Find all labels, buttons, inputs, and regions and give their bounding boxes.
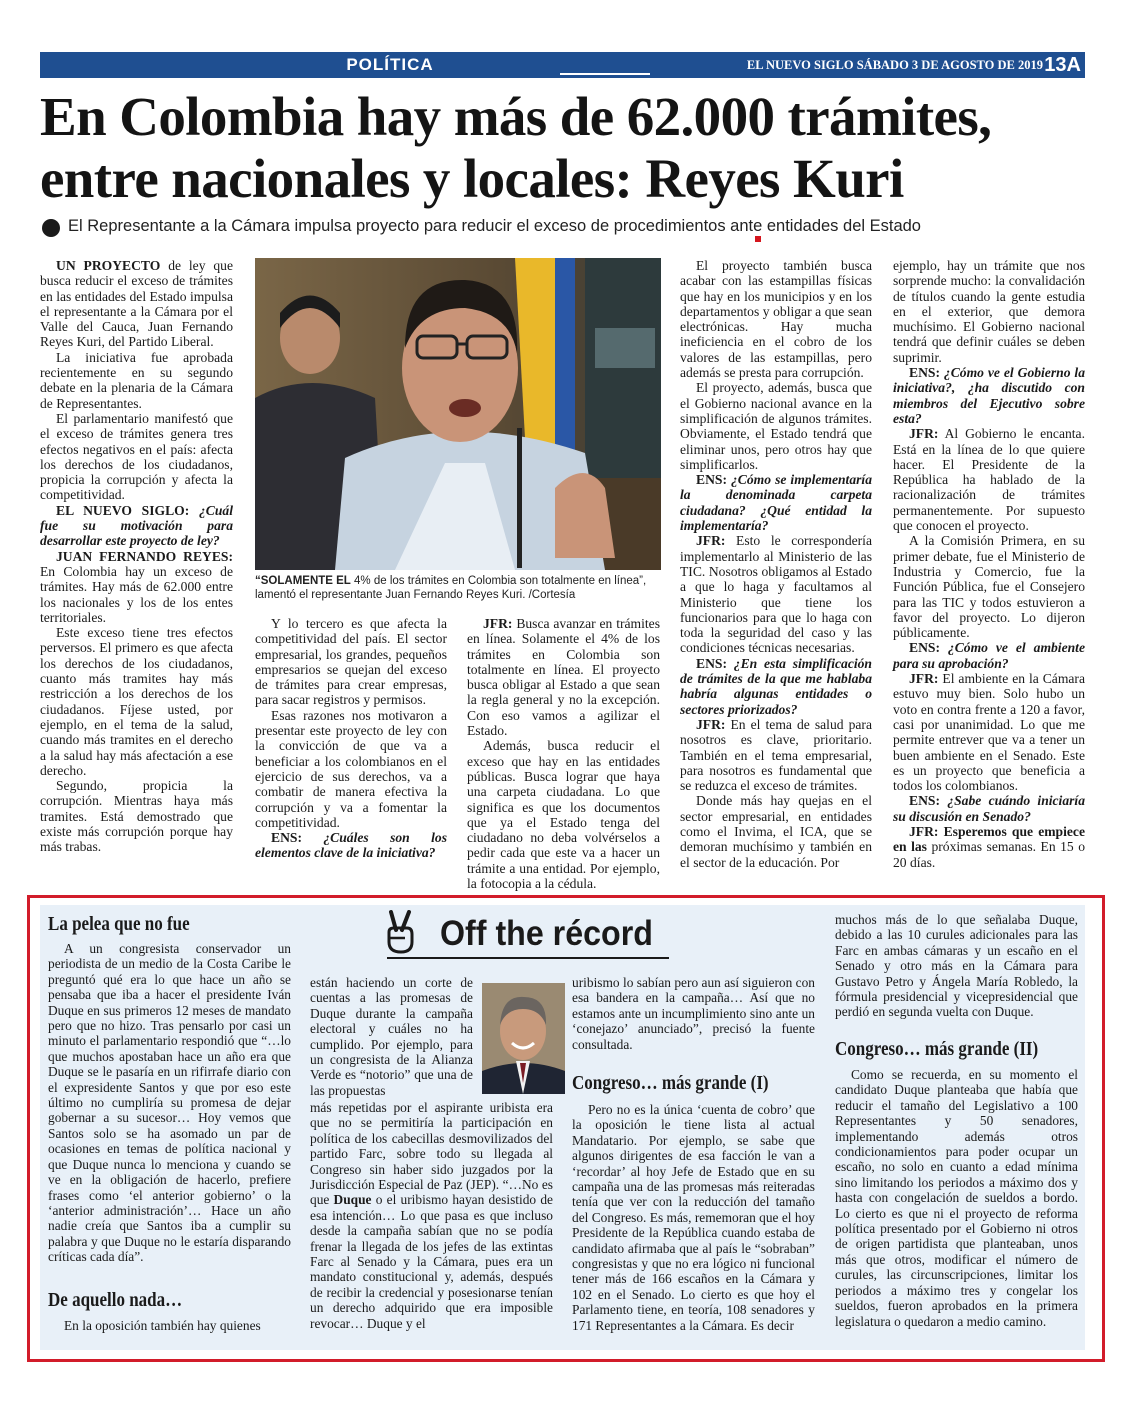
masthead-date xyxy=(747,52,1043,78)
subheadline: El Representante a la Cámara impulsa proyecto para reducir el exceso de procedimientos ante entidades del Estado xyxy=(68,217,921,235)
page-number: 13A xyxy=(1044,54,1081,76)
otr-column-2: más repetidas por el aspirante uribista era que no se permitiría la participación en política de los cabecillas desmovilizados del partido Farc, sobre todo su llegada al Congreso sin haber sido juzgados por la Jurisdicción Especial de Paz (JEP). “…No es que Duque o el uribismo hayan desistido de esa intención… Lo que pasa es que incluso desde la campaña sabían que no se podía frenar la llegada de los jefes de las extintas Farc al Senado y la Cámara, pues era un mandato constitucional y, además, después de recibir la credencial y posesionarse tenían un derecho adquirido que era imposible revocar… Duque y el xyxy=(310,1100,553,1331)
speaker-photo-illustration xyxy=(255,258,661,570)
article-column-5: ejemplo, hay un trámite que nos sorprende mucho: la convalidación de títulos cuando la gente estudia en el exterior, que demora muchísimo. El Gobierno nacional tendrá que definir cuáles se deben suprimir. ENS: ¿Cómo ve el Gobierno la iniciativa?, ¿ha discutido con miembros del Ejecutivo sobre esta? JFR: Al Gobierno le encanta. Está en la línea de lo que quiere hacer. El Presidente de la República ha hablado de la racionalización de trámites permanentemente. Por supuesto que conocen el proyecto. A la Comisión Primera, en su primer debate, fue el Ministerio de Industria y Comercio, fue la Función Pública, fue el Consejero para las TIC y todos estuvieron a favor del proyecto. Lo dijeron públicamente. ENS: ¿Cómo ve el ambiente para su aprobación? JFR: El ambiente en la Cámara estuvo muy bien. Solo hubo un voto en contra frente a 120 a favor, casi por unanimidad. Lo que me permite entrever que va a tener un buen ambiente en el Senado. Este es un proyecto que beneficia a todos los colombianos. ENS: ¿Sabe cuándo iniciaría su discusión en Senado? JFR: Esperemos que empiece en las próximas semanas. En 15 o 20 días. xyxy=(893,258,1086,870)
article-column-3: JFR: Busca avanzar en trámites en línea. Solamente el 4% de los trámites en Colombia son totalmente en línea. El proyecto busca obligar al Estado a que sean la regla general y no la excepción. Con eso vamos a agilizar el Estado. Además, busca reducir el exceso que hay en las entidades públicas. Busca lograr que haya una carpeta ciudadana. Lo que significa es que los documentos que ya el Estado tenga del ciudadano no deba volvérselos a pedir cada que este va a hacer un trámite a una entidad. Por ejemplo, la fotocopia a la cédula. xyxy=(467,616,660,892)
otr-column-4-top: muchos más de lo que señalaba Duque, debido a las 10 curules adicionales para las Farc en ambas cámaras y un escaño en el Senado y otro más en la Cámara para Gustavo Petro y Ángela María Robledo, la fórmula presidencial y vicepresidencial que perdió en segunda vuelta con Duque. xyxy=(835,912,1078,1020)
newspaper-name: EL NUEVO SIGLO xyxy=(746,58,854,72)
otr-heading-2: De aquello nada… xyxy=(48,1289,183,1311)
bullet-dot-icon xyxy=(42,219,60,237)
otr-column-4: Como se recuerda, en su momento el candidato Duque planteaba que había que reducir el tamaño del Legislativo a 100 Representantes y 50 senadores, implementando además otros condicionamientos para poder ocupar un escaño, no solo en cuanto a edad mínima sino limitando los periodos a máximo dos y hasta con congelación de sueldos a bordo. Lo cierto es que ni el proyecto de reforma política presentado por el Gobierno ni otros de origen partidista que planteaban, unos más que otros, modificar el número de curules, las circunscripciones, limitar los periodos a máximo tres y congelar los sueldos, fueron aprobados en la primera legislatura o quedaron a medio camino. xyxy=(835,1067,1078,1329)
duque-portrait xyxy=(482,983,565,1094)
otr-heading-4: Congreso… más grande (II) xyxy=(835,1038,1039,1060)
otr-column-1-continued: En la oposición también hay quienes xyxy=(64,1318,261,1333)
photo-caption: “SOLAMENTE EL 4% de los trámites en Colombia son totalmente en línea”, lamentó el representante Juan Fernando Reyes Kuri. /Cortesía xyxy=(255,575,647,601)
otr-heading-3: Congreso… más grande (I) xyxy=(572,1072,769,1094)
section-label: POLÍTICA xyxy=(346,55,434,74)
section-underline xyxy=(560,73,650,75)
title-rule xyxy=(387,957,669,959)
red-mark-icon xyxy=(755,236,761,242)
headline-line-1: En Colombia hay más de 62.000 trámites, xyxy=(40,86,992,147)
lead-in: UN PROYECTO xyxy=(56,258,161,273)
headline xyxy=(40,86,1100,210)
otr-column-3-top: uribismo lo sabían pero aun así siguieron con esa bandera en la campaña… Así que no estamos ante un incumplimiento sino ante un ‘conejazo’ anunciado”, precisó la fuente consultada. xyxy=(572,975,815,1052)
article-photo xyxy=(255,258,661,570)
otr-column-2-top: están haciendo un corte de cuentas a las promesas de Duque durante la campaña electoral y cuáles no ha cumplido. Por ejemplo, para un congresista de la Alianza Verde es “notorio” que una de las propuestas xyxy=(310,975,473,1098)
off-the-record-title: Off the récord xyxy=(440,914,653,953)
article-column-4: El proyecto también busca acabar con las estampillas físicas que hay en los municipios y en los departamentos y obligar a que sean electrónicas. Hay mucha ineficiencia en el cobro de los valores de las estampillas, pero además se presta para corrupción. El proyecto, además, busca que el Gobierno nacional avance en la simplificación de algunos trámites. Obviamente, el Estado tendrá que eliminar unos, pero otros hay que simplificarlos. ENS: ¿Cómo se implementaría la denominada carpeta ciudadana? ¿Qué entidad la implementaría? JFR: Esto le correspondería implementarlo al Ministerio de las TIC. Nosotros obligamos al Estado a que lo haga y facultamos al Ministerio que tiene los funcionarios para que lo haga con toda la seguridad del caso y las condiciones técnicas necesarias. ENS: ¿En esta simplificación de trámites de la que me hablaba habría algunas entidades o sectores priorizados? JFR: En el tema de salud para nosotros es clave, prioritario. También en el tema empresarial, para nosotros es fundamental que se reduzca el exceso de trámites. Donde más hay quejas en el sector empresarial, en entidades como el Invima, el ICA, que se demoran muchísimo y también en el sector de la educación. Por xyxy=(680,258,872,870)
victory-hand-icon xyxy=(383,910,417,954)
otr-heading-1: La pelea que no fue xyxy=(48,913,190,935)
section-header-bar xyxy=(40,52,1085,78)
article-column-1: UN PROYECTO de ley que busca reducir el exceso de trámites en las entidades del Estado impulsa el representante a la Cámara por el Valle del Cauca, Juan Fernando Reyes Kuri, del Partido Liberal. La iniciativa fue aprobada recientemente en su segundo debate en la plenaria de la Cámara de Representantes. El parlamentario manifestó que el exceso de trámites genera tres efectos negativos en el país: afecta los derechos de los ciudadanos, propicia la corrupción y afecta la competitividad. EL NUEVO SIGLO: ¿Cuál fue su motivación para desarrollar este proyecto de ley? JUAN FERNANDO REYES: En Colombia hay un exceso de trámites. Hay más de 62.000 entre los nacionales y los de los entes territoriales. Este exceso tiene tres efectos perversos. El primero es que afecta los derechos de los ciudadanos, cuanto más tramites hay más restricción a los derechos de los ciudadanos. Fíjese usted, por ejemplo, en el tema de la salud, cuando más tramites en el derecho a la salud hay más afectación a ese derecho. Segundo, propicia la corrupción. Mientras haya más tramites. Está demostrado que existe más corrupción porque hay más trabas. xyxy=(40,258,234,855)
headline-line-2: entre nacionales y locales: Reyes Kuri xyxy=(40,148,904,209)
otr-column-3: Pero no es la única ‘cuenta de cobro’ que la oposición le tiene lista al actual Mandatario. Por ejemplo, se sabe que algunos dirigentes de esa facción le van a ‘recordar’ al hoy Jefe de Estado que en su campaña una de las promesas más reiteradas tenía que ver con la reducción del tamaño del Congreso. Es más, rememoran que el hoy Presidente de la República cuando estaba de candidato afirmaba que al país le “sobraban” congresistas y que no era lógico ni funcional tener más de 166 escaños en la Cámara y 102 en el Senado. Lo cierto es que hoy el Parlamento tiene, en teoría, 108 senadores y 171 Representantes a la Cámara. Es decir xyxy=(572,1102,815,1333)
otr-column-1: A un congresista conservador un periodista de un medio de la Costa Caribe le preguntó qué era lo que hace un año se pensaba que iba a hacer el presidente Iván Duque en sus primeros 12 meses de mandato pero que no hizo. Tras pensarlo por casi un minuto el parlamentario respondió que “…lo que muchos apostaban hace un año era que Duque se le pasaría en un rifirrafe diario con el expresidente Santos y que por eso este último no cumpliría su promesa de dejar gobernar a su sucesor… Hoy vemos que Santos solo se ha asomado un par de ocasiones en temas de política nacional y que Duque nunca lo menciona y cuando se ve en la obligación de hacerlo, prefiere frases como ‘el anterior gobierno’ o la ‘anterior administración’… Hace un año nadie creía que Santos iba a cumplir su palabra y que Duque no le estaría disparando críticas cada día”. xyxy=(48,941,291,1265)
issue-date: SÁBADO 3 DE AGOSTO DE 2019 xyxy=(856,58,1043,72)
article-column-2: Y lo tercero es que afecta la competitividad del país. El sector empresarial, los grandes, pequeños empresarios se quejan del exceso de trámites para crear empresas, para sacar registros y permisos. Esas razones nos motivaron a presentar este proyecto de ley con la convicción de que va a beneficiar a los colombianos en el ejercicio de sus derechos, va a combatir de manera efectiva la corrupción y va a fomentar la competitividad. ENS: ¿Cuáles son los elementos clave de la iniciativa? xyxy=(255,616,447,861)
